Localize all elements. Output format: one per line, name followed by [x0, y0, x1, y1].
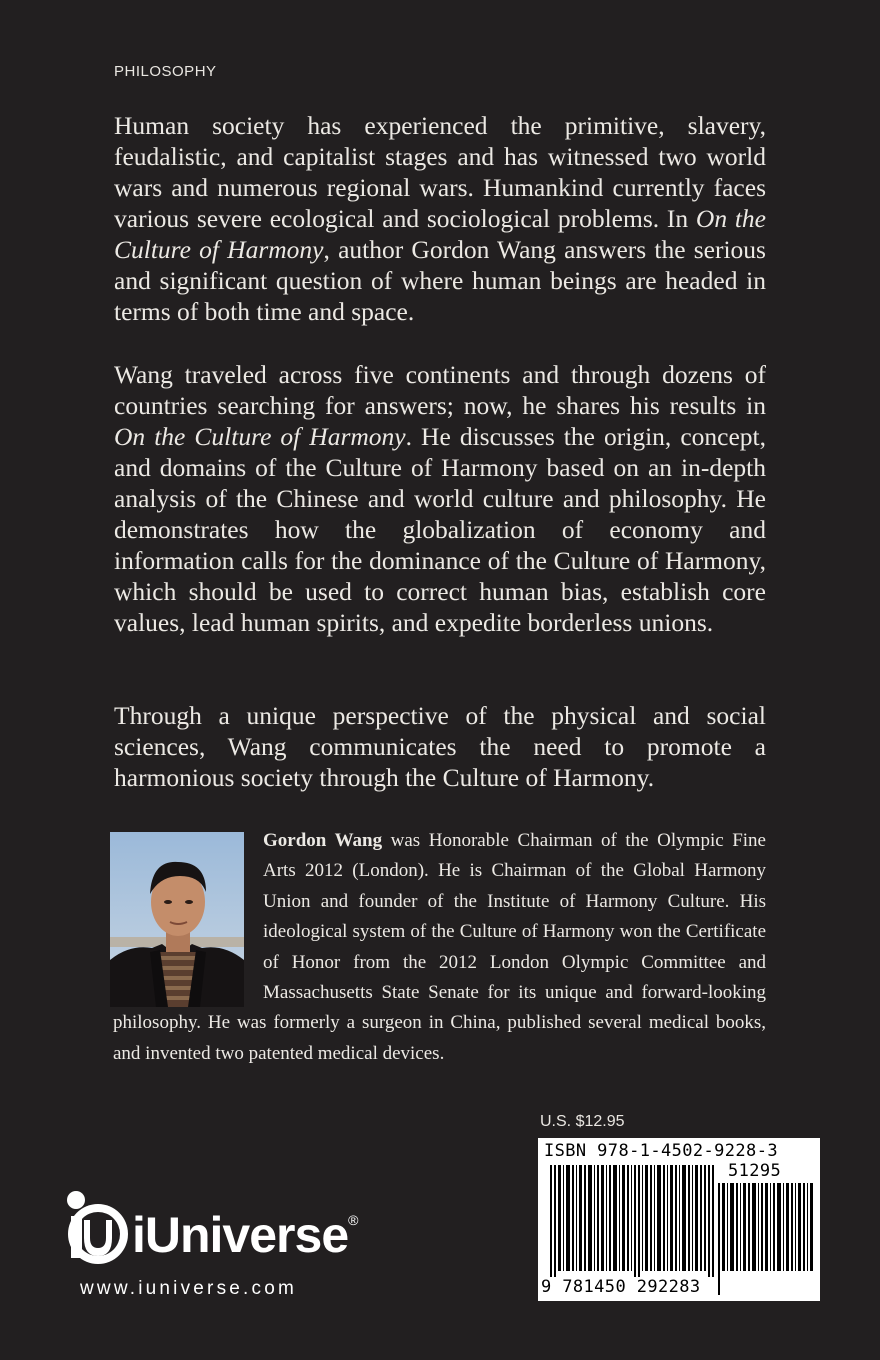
description-paragraph-1: [114, 110, 766, 327]
author-photo: [110, 832, 244, 1007]
author-name: Gordon Wang: [263, 830, 383, 851]
para1-text-b: , author Gordon Wang answers the serious and significant question of where human beings are headed in terms of both time and space.: [114, 235, 766, 326]
category-label: PHILOSOPHY: [114, 63, 217, 80]
price-label: U.S. $12.95: [540, 1113, 625, 1130]
isbn-number: ISBN 978-1-4502-9228-3: [544, 1141, 778, 1161]
book-title-italic: On the Culture of Harmony: [114, 204, 766, 264]
para2-text-b: . He discusses the origin, concept, and domains of the Culture of Harmony based on an in-depth analysis of the Chinese and world culture and philosophy. He demonstrates how the globalization of economy and information calls for the dominance of the Culture of Harmony, which should be used to correct human bias, establish core values, lead human spirits, and expedite borderless unions.: [114, 422, 766, 637]
description-paragraph-3: Through a unique perspective of the physical and social sciences, Wang communicates the need to promote a harmonious society through the Culture of Harmony.: [114, 701, 766, 792]
isbn-barcode: [538, 1138, 820, 1301]
registered-mark: ®: [348, 1212, 358, 1228]
price-code: 51295: [728, 1161, 782, 1181]
barcode-digits: 9 781450 292283: [541, 1277, 701, 1297]
publisher-website: www.iuniverse.com: [80, 1278, 298, 1299]
description-paragraph-2: [114, 359, 766, 638]
publisher-name: [132, 1206, 357, 1264]
iuniverse-logo-icon: [62, 1190, 130, 1270]
para2-text-a: Wang traveled across five continents and through dozens of countries searching for answers; now, he shares his results in: [114, 360, 766, 420]
author-bio-text: was Honorable Chairman of the Olympic Fine Arts 2012 (London). He is Chairman of the Global Harmony Union and founder of the Institute of Harmony Culture. His ideological system of the Culture of Harmony won the Certificate of Honor from the 2012 London Olympic Committee and Massachusetts State Senate for its unique and forward-looking philosophy. He was formerly a surgeon in China, published several medical books, and invented two patented medical devices.: [113, 830, 766, 1064]
para1-text-a: Human society has experienced the primitive, slavery, feudalistic, and capitalist stages and has witnessed two world wars and numerous regional wars. Humankind currently faces various severe ecological and sociological problems. In: [114, 111, 766, 233]
publisher-name-text: iUniverse: [132, 1207, 349, 1263]
book-title-italic: On the Culture of Harmony: [114, 422, 406, 451]
